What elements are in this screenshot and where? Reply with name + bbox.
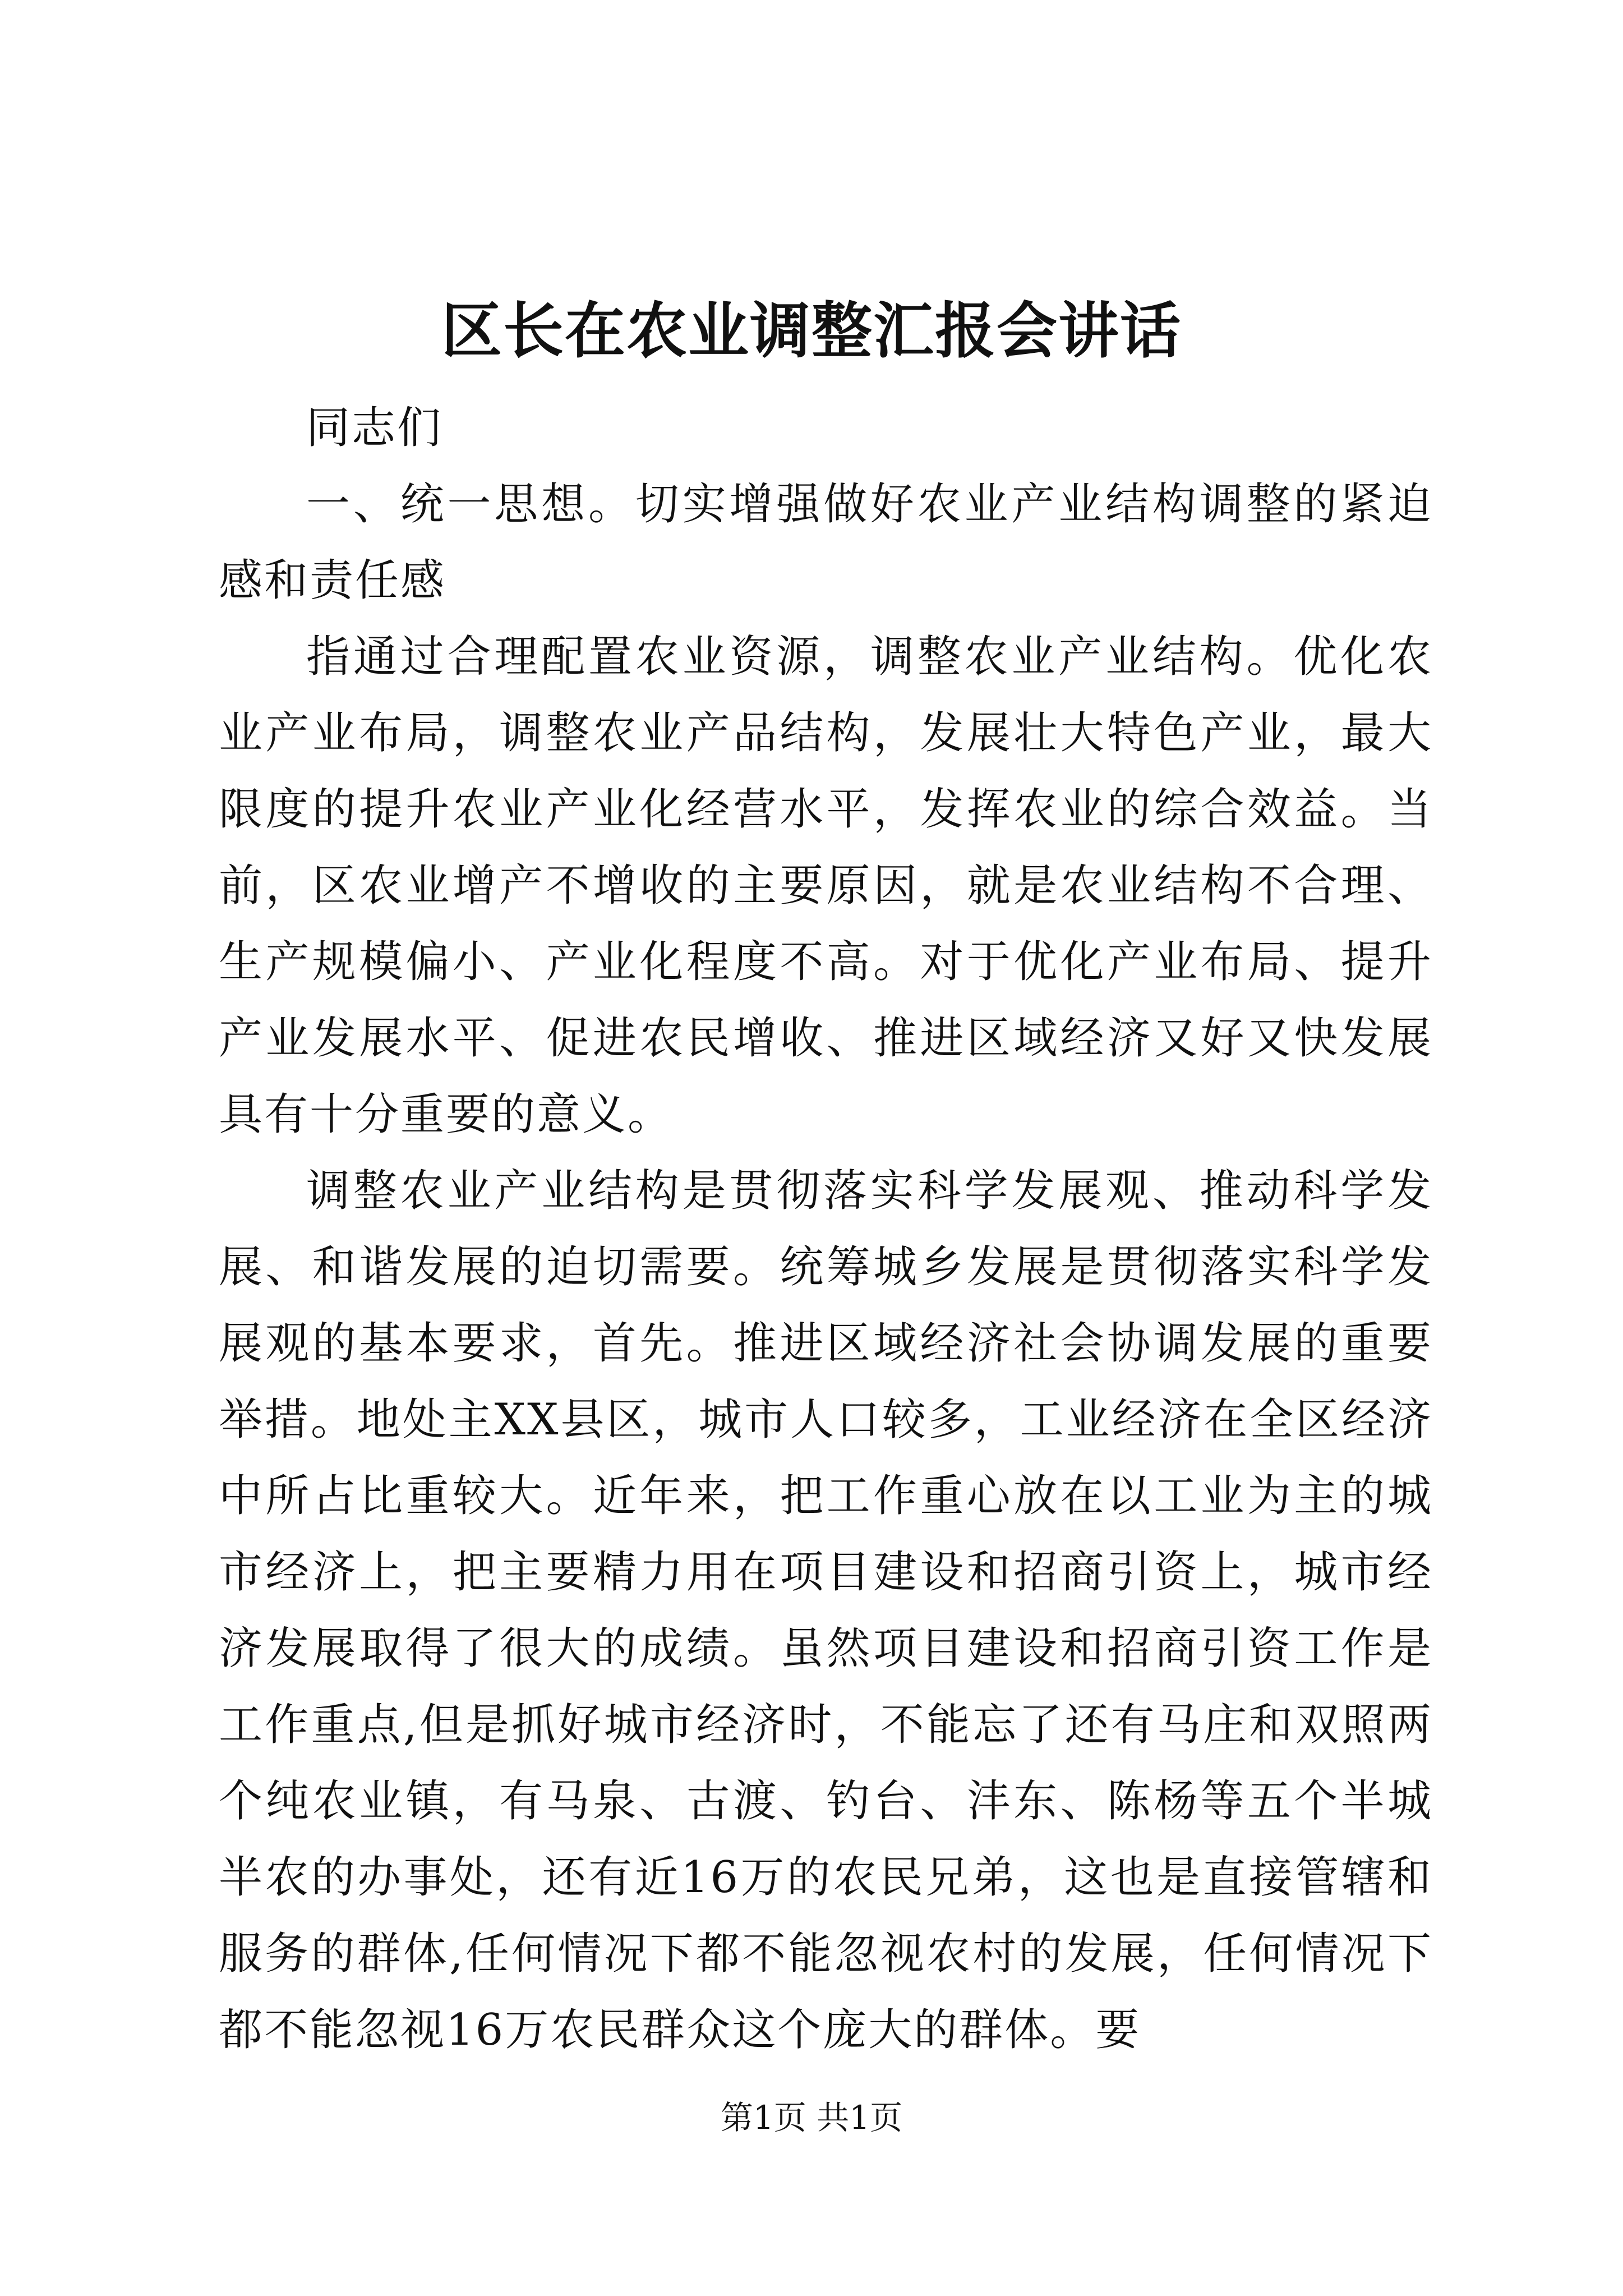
page-footer: 第1页 共1页 — [720, 2099, 903, 2137]
paragraph-salutation: 同志们 — [306, 403, 443, 453]
paragraph: 指通过合理配置农业资源，调整农业产业结构。优化农业产业布局，调整农业产品结构，发展壮大特色产业，最大限度的提升农业产业化经营水平，发挥农业的综合效益。当前，区农业增产不增收的主要原因，就是农业结构不合理、生产规模偏小、产业化程度不高。对于优化产业布局、提升产业发展水平、促进农民增收、推进区域经济又好又快发展具有十分重要的意义。 — [219, 632, 1433, 1140]
document-body — [219, 390, 1433, 2068]
document-title: 区长在农业调整汇报会讲话 — [441, 296, 1182, 366]
paragraph-section-heading: 一、统一思想。切实增强做好农业产业结构调整的紧迫感和责任感 — [219, 479, 1433, 606]
paragraph: 调整农业产业结构是贯彻落实科学发展观、推动科学发展、和谐发展的迫切需要。统筹城乡发展是贯彻落实科学发展观的基本要求，首先。推进区域经济社会协调发展的重要举措。地处主XX县区，城市人口较多，工业经济在全区经济中所占比重较大。近年来，把工作重心放在以工业为主的城市经济上，把主要精力用在项目建设和招商引资上，城市经济发展取得了很大的成绩。虽然项目建设和招商引资工作是工作重点,但是抓好城市经济时，不能忘了还有马庄和双照两个纯农业镇，有马泉、古渡、钓台、沣东、陈杨等五个半城半农的办事处，还有近16万的农民兄弟，这也是直接管辖和服务的群体,任何情况下都不能忽视农村的发展，任何情况下都不能忽视16万农民群众这个庞大的群体。要 — [219, 1166, 1433, 2055]
